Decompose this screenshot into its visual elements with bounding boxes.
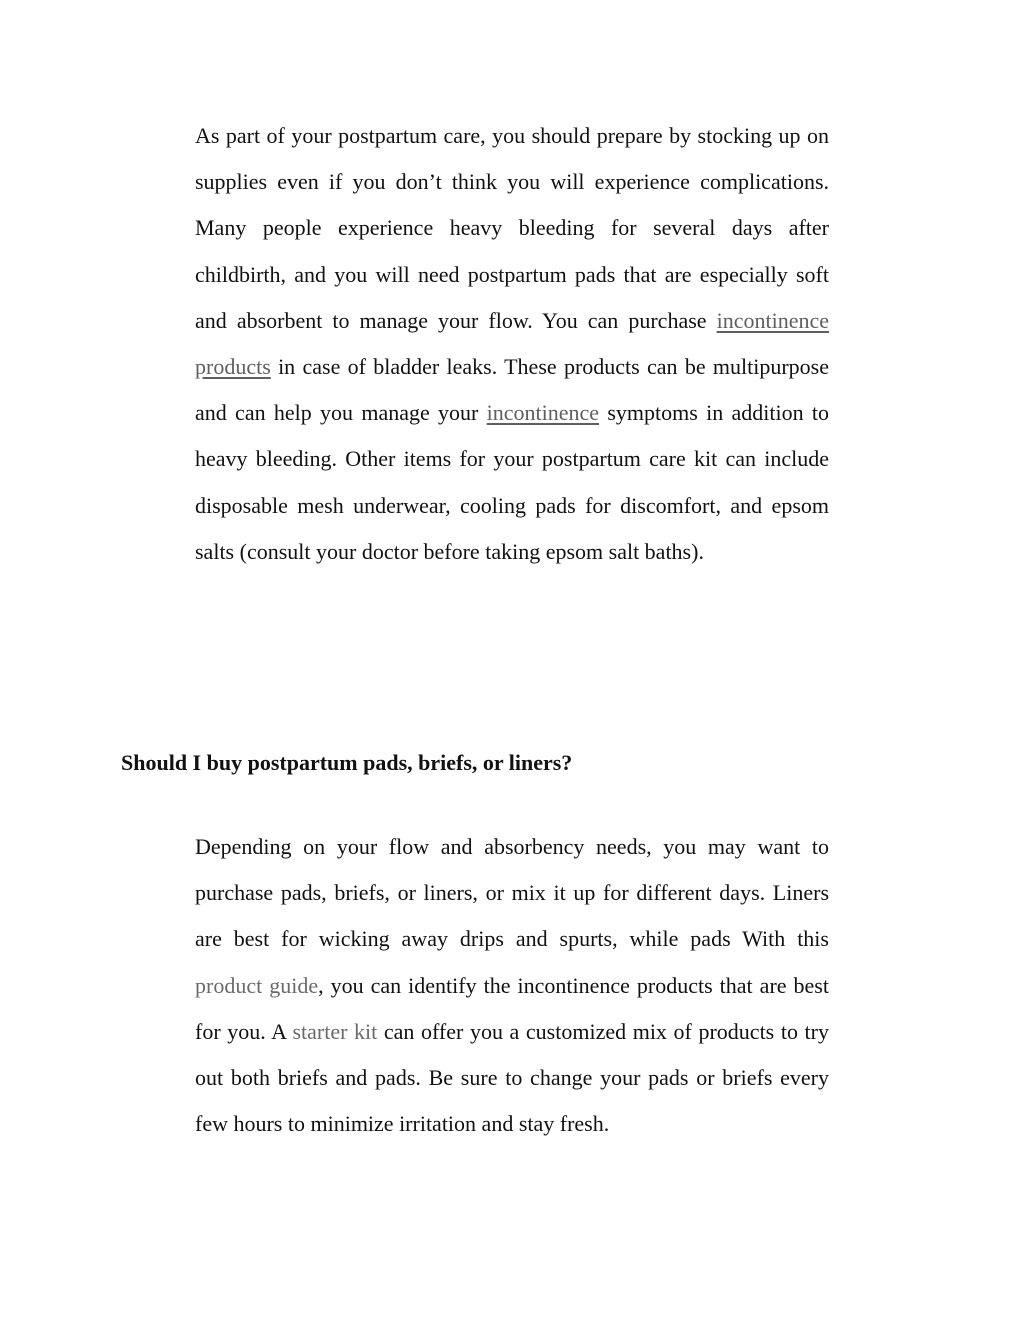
product-guide-link[interactable]: product guide bbox=[195, 972, 319, 998]
incontinence-link[interactable]: incontinence bbox=[486, 400, 600, 426]
paragraph-text: As part of your postpartum care, you should prepare by stocking up on supplies even if you don’t think you will experience complications. Many people experience heavy bleeding for several days after childbirth, and you will need postpartum pads that are especially soft and absorbent to manage your flow. You can purchase bbox=[195, 123, 829, 333]
section-heading: Should I buy postpartum pads, briefs, or liners? bbox=[121, 750, 573, 775]
pads-briefs-liners-paragraph bbox=[195, 824, 829, 1147]
paragraph-text: in case of bladder leaks. These products can be multipurpose and can help you manage your bbox=[195, 354, 829, 426]
paragraph-text: , you can identify the incontinence products that are best for you. A bbox=[195, 972, 829, 1044]
paragraph-text: can offer you a customized mix of products to try out both briefs and pads. Be sure to change your pads or briefs every few hours to minimize irritation and stay fresh. bbox=[195, 1018, 829, 1137]
paragraph-text: Depending on your flow and absorbency needs, you may want to purchase pads, briefs, or liners, or mix it up for different days. Liners are best for wicking away drips and spurts, while pads With this bbox=[195, 834, 829, 952]
starter-kit-link[interactable]: starter kit bbox=[292, 1018, 378, 1044]
paragraph-text: symptoms in addition to heavy bleeding. Other items for your postpartum care kit can include disposable mesh underwear, cooling pads for discomfort, and epsom salts (consult your doctor before taking epsom salt baths). bbox=[195, 400, 829, 564]
incontinence-products-link[interactable]: incontinence products bbox=[195, 307, 829, 380]
postpartum-care-paragraph bbox=[195, 113, 829, 575]
